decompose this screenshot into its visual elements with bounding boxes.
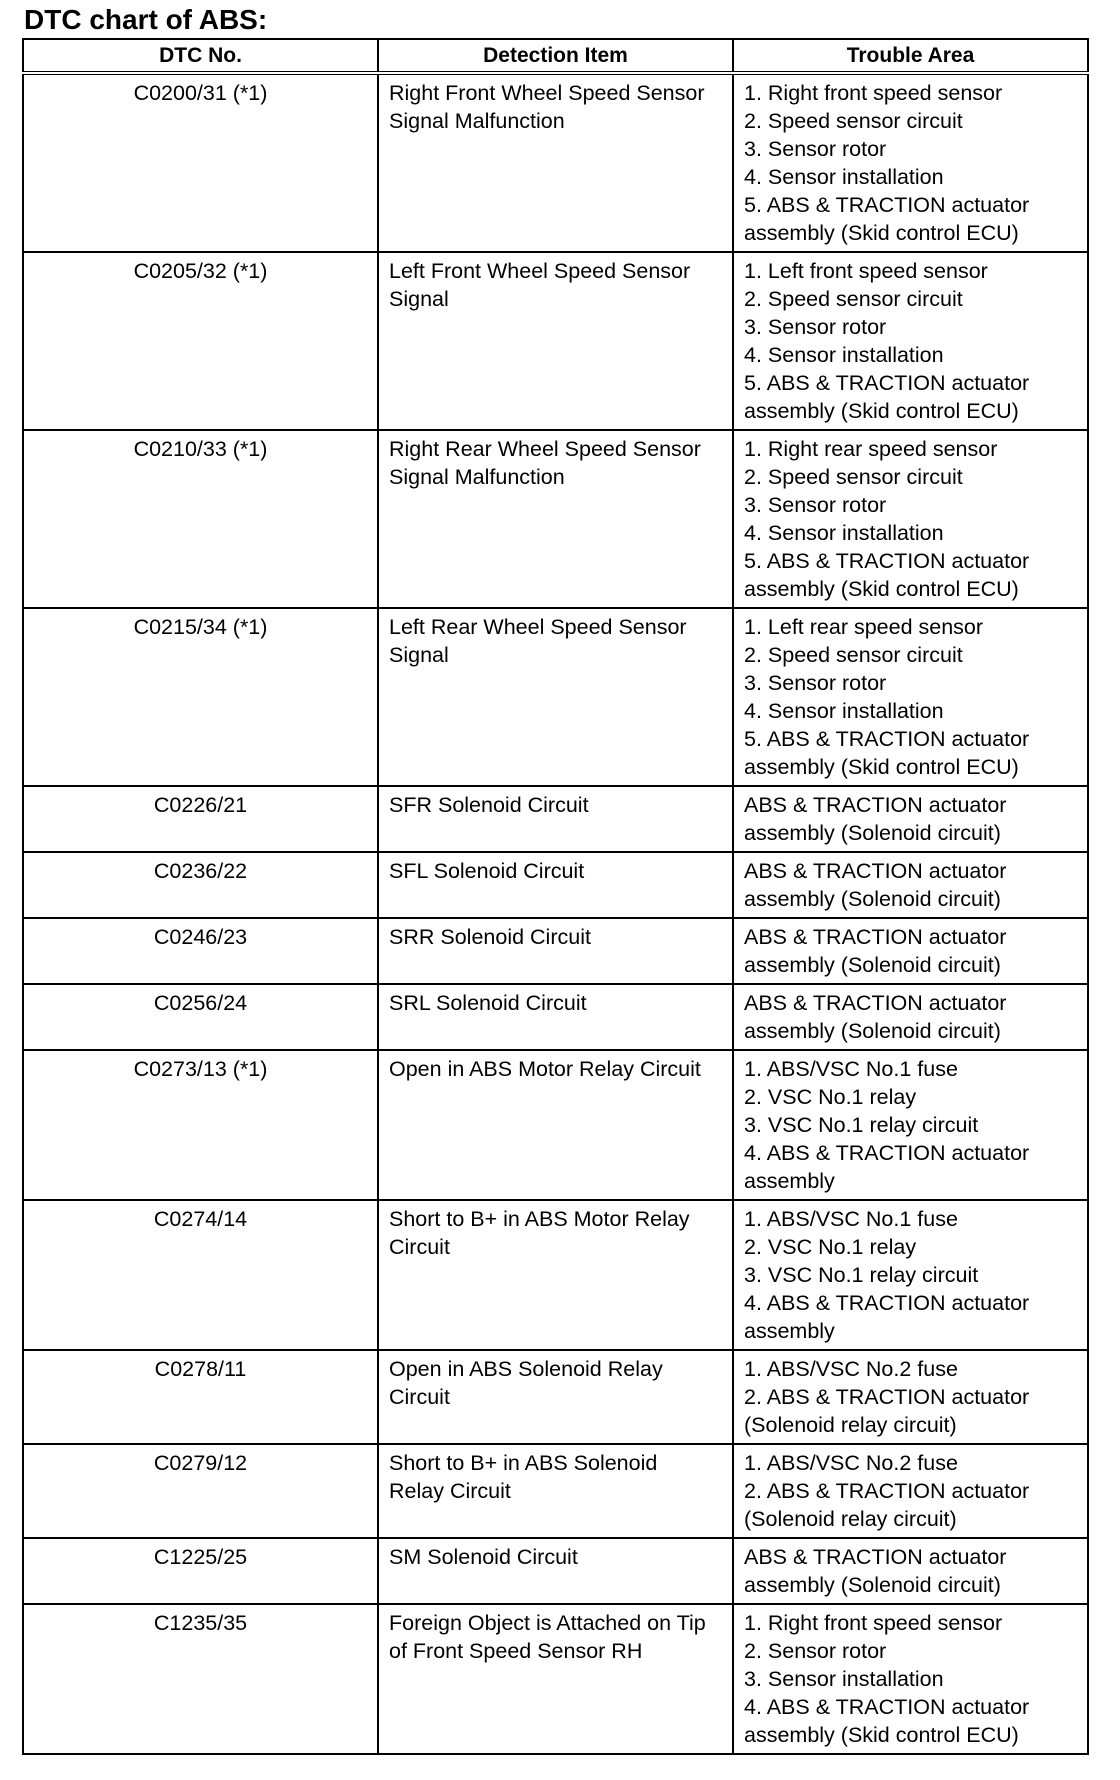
trouble-area-line: 2. Sensor rotor — [744, 1639, 887, 1663]
trouble-area-cell — [733, 1538, 1088, 1604]
trouble-area-cell — [733, 252, 1088, 430]
dtc-number: C0274/14 — [153, 1207, 248, 1231]
trouble-area-cell — [733, 73, 1088, 252]
trouble-area-line: 5. ABS & TRACTION actuator — [744, 549, 1030, 573]
detection-item-line: Left Front Wheel Speed Sensor — [389, 259, 691, 283]
trouble-area-line: assembly (Skid control ECU) — [744, 755, 1019, 779]
trouble-area-cell — [733, 852, 1088, 918]
trouble-area-line: 1. ABS/VSC No.1 fuse — [744, 1207, 958, 1231]
trouble-area-cell — [733, 984, 1088, 1050]
trouble-area-line: 2. VSC No.1 relay — [744, 1085, 917, 1109]
page-title: DTC chart of ABS: — [24, 4, 268, 35]
table-row — [23, 1200, 1088, 1350]
trouble-area-line: assembly (Solenoid circuit) — [744, 821, 1001, 845]
table-row — [23, 852, 1088, 918]
dtc-number: C0200/31 (*1) — [133, 81, 268, 105]
trouble-area-line: 2. ABS & TRACTION actuator — [744, 1385, 1030, 1409]
trouble-area-line: (Solenoid relay circuit) — [744, 1507, 957, 1531]
trouble-area-line: assembly (Skid control ECU) — [744, 577, 1019, 601]
detection-item-cell — [378, 1538, 733, 1604]
trouble-area-line: 4. ABS & TRACTION actuator — [744, 1141, 1030, 1165]
dtc-number-cell — [23, 430, 378, 608]
dtc-number: C1225/25 — [153, 1545, 248, 1569]
trouble-area-line: ABS & TRACTION actuator — [744, 793, 1007, 817]
detection-item-cell — [378, 608, 733, 786]
detection-item-line: SFR Solenoid Circuit — [389, 793, 589, 817]
trouble-area-line: ABS & TRACTION actuator — [744, 1545, 1007, 1569]
table-row — [23, 1604, 1088, 1754]
table-row — [23, 430, 1088, 608]
trouble-area-line: 4. ABS & TRACTION actuator — [744, 1695, 1030, 1719]
table-row — [23, 984, 1088, 1050]
dtc-number: C0210/33 (*1) — [133, 437, 268, 461]
trouble-area-line: 4. Sensor installation — [744, 165, 944, 189]
dtc-number: C0236/22 — [153, 859, 248, 883]
dtc-number-cell — [23, 852, 378, 918]
trouble-area-cell — [733, 1200, 1088, 1350]
detection-item-cell — [378, 1604, 733, 1754]
detection-item-line: Relay Circuit — [389, 1479, 511, 1503]
trouble-area-line: 2. Speed sensor circuit — [744, 287, 963, 311]
trouble-area-line: 1. ABS/VSC No.2 fuse — [744, 1357, 958, 1381]
dtc-number-cell — [23, 918, 378, 984]
trouble-area-cell — [733, 786, 1088, 852]
trouble-area-line: 1. Right rear speed sensor — [744, 437, 998, 461]
trouble-area-line: 1. ABS/VSC No.2 fuse — [744, 1451, 958, 1475]
trouble-area-line: assembly (Solenoid circuit) — [744, 953, 1001, 977]
table-row — [23, 1350, 1088, 1444]
trouble-area-line: 4. Sensor installation — [744, 699, 944, 723]
trouble-area-line: 1. ABS/VSC No.1 fuse — [744, 1057, 958, 1081]
dtc-number-cell — [23, 1350, 378, 1444]
table-header-row — [23, 39, 1088, 73]
dtc-number-cell — [23, 608, 378, 786]
detection-item-line: Signal — [389, 643, 449, 667]
trouble-area-line: ABS & TRACTION actuator — [744, 859, 1007, 883]
trouble-area-cell — [733, 1050, 1088, 1200]
dtc-number: C1235/35 — [153, 1611, 248, 1635]
trouble-area-line: 4. Sensor installation — [744, 343, 944, 367]
header-detection-item: Detection Item — [378, 39, 733, 73]
dtc-number: C0215/34 (*1) — [133, 615, 268, 639]
header-trouble-area: Trouble Area — [733, 39, 1088, 73]
trouble-area-line: assembly (Skid control ECU) — [744, 399, 1019, 423]
trouble-area-line: 2. Speed sensor circuit — [744, 465, 963, 489]
trouble-area-line: 5. ABS & TRACTION actuator — [744, 727, 1030, 751]
dtc-number-cell — [23, 1604, 378, 1754]
detection-item-line: Circuit — [389, 1385, 450, 1409]
detection-item-line: of Front Speed Sensor RH — [389, 1639, 643, 1663]
detection-item-line: Short to B+ in ABS Motor Relay — [389, 1207, 690, 1231]
trouble-area-line: 2. VSC No.1 relay — [744, 1235, 917, 1259]
detection-item-line: Signal Malfunction — [389, 109, 565, 133]
detection-item-line: Open in ABS Solenoid Relay — [389, 1357, 663, 1381]
dtc-number: C0273/13 (*1) — [133, 1057, 268, 1081]
dtc-number-cell — [23, 1050, 378, 1200]
trouble-area-line: 3. Sensor rotor — [744, 315, 887, 339]
dtc-number-cell — [23, 252, 378, 430]
dtc-number: C0205/32 (*1) — [133, 259, 268, 283]
detection-item-cell — [378, 1050, 733, 1200]
trouble-area-line: 1. Left rear speed sensor — [744, 615, 984, 639]
trouble-area-line: 5. ABS & TRACTION actuator — [744, 193, 1030, 217]
detection-item-line: SRL Solenoid Circuit — [389, 991, 587, 1015]
trouble-area-line: ABS & TRACTION actuator — [744, 925, 1007, 949]
trouble-area-line: 2. Speed sensor circuit — [744, 109, 963, 133]
trouble-area-line: 3. Sensor rotor — [744, 493, 887, 517]
table-row — [23, 1050, 1088, 1200]
detection-item-cell — [378, 73, 733, 252]
trouble-area-line: assembly (Solenoid circuit) — [744, 887, 1001, 911]
trouble-area-line: 1. Right front speed sensor — [744, 1611, 1003, 1635]
trouble-area-line: 5. ABS & TRACTION actuator — [744, 371, 1030, 395]
trouble-area-line: assembly (Skid control ECU) — [744, 221, 1019, 245]
trouble-area-line: assembly (Skid control ECU) — [744, 1723, 1019, 1747]
detection-item-cell — [378, 984, 733, 1050]
detection-item-line: Right Rear Wheel Speed Sensor — [389, 437, 701, 461]
detection-item-cell — [378, 1444, 733, 1538]
detection-item-cell — [378, 430, 733, 608]
dtc-number-cell — [23, 1444, 378, 1538]
dtc-number: C0226/21 — [153, 793, 248, 817]
detection-item-line: Right Front Wheel Speed Sensor — [389, 81, 705, 105]
trouble-area-line: 2. Speed sensor circuit — [744, 643, 963, 667]
dtc-number: C0279/12 — [153, 1451, 248, 1475]
trouble-area-cell — [733, 1350, 1088, 1444]
detection-item-line: SM Solenoid Circuit — [389, 1545, 578, 1569]
detection-item-cell — [378, 852, 733, 918]
table-row — [23, 1444, 1088, 1538]
dtc-number: C0278/11 — [154, 1357, 247, 1381]
detection-item-line: Signal — [389, 287, 449, 311]
trouble-area-line: ABS & TRACTION actuator — [744, 991, 1007, 1015]
dtc-number-cell — [23, 984, 378, 1050]
dtc-number: C0256/24 — [153, 991, 248, 1015]
table-body — [23, 73, 1088, 1754]
table-row — [23, 608, 1088, 786]
dtc-table — [22, 38, 1089, 1755]
detection-item-line: Open in ABS Motor Relay Circuit — [389, 1057, 701, 1081]
dtc-number-cell — [23, 73, 378, 252]
trouble-area-line: 4. Sensor installation — [744, 521, 944, 545]
dtc-number-cell — [23, 1538, 378, 1604]
trouble-area-line: 3. Sensor rotor — [744, 671, 887, 695]
table-row — [23, 252, 1088, 430]
header-dtc-no: DTC No. — [23, 39, 378, 73]
trouble-area-cell — [733, 1604, 1088, 1754]
trouble-area-line: 3. Sensor installation — [744, 1667, 944, 1691]
detection-item-cell — [378, 786, 733, 852]
trouble-area-cell — [733, 608, 1088, 786]
detection-item-cell — [378, 1350, 733, 1444]
trouble-area-line: (Solenoid relay circuit) — [744, 1413, 957, 1437]
table-row — [23, 918, 1088, 984]
trouble-area-line: 3. Sensor rotor — [744, 137, 887, 161]
trouble-area-line: 2. ABS & TRACTION actuator — [744, 1479, 1030, 1503]
detection-item-line: SFL Solenoid Circuit — [389, 859, 585, 883]
detection-item-line: Left Rear Wheel Speed Sensor — [389, 615, 687, 639]
dtc-number: C0246/23 — [153, 925, 248, 949]
table-row — [23, 73, 1088, 252]
table-row — [23, 786, 1088, 852]
trouble-area-line: assembly (Solenoid circuit) — [744, 1019, 1001, 1043]
detection-item-line: SRR Solenoid Circuit — [389, 925, 591, 949]
trouble-area-line: 3. VSC No.1 relay circuit — [744, 1113, 979, 1137]
dtc-number-cell — [23, 1200, 378, 1350]
detection-item-line: Circuit — [389, 1235, 450, 1259]
trouble-area-line: assembly — [744, 1319, 835, 1343]
trouble-area-cell — [733, 1444, 1088, 1538]
trouble-area-line: 4. ABS & TRACTION actuator — [744, 1291, 1030, 1315]
trouble-area-cell — [733, 430, 1088, 608]
detection-item-line: Signal Malfunction — [389, 465, 565, 489]
detection-item-cell — [378, 252, 733, 430]
table-row — [23, 1538, 1088, 1604]
detection-item-cell — [378, 918, 733, 984]
trouble-area-line: assembly — [744, 1169, 835, 1193]
detection-item-cell — [378, 1200, 733, 1350]
detection-item-line: Short to B+ in ABS Solenoid — [389, 1451, 658, 1475]
trouble-area-line: 1. Right front speed sensor — [744, 81, 1003, 105]
trouble-area-line: 1. Left front speed sensor — [744, 259, 988, 283]
trouble-area-line: 3. VSC No.1 relay circuit — [744, 1263, 979, 1287]
detection-item-line: Foreign Object is Attached on Tip — [389, 1611, 706, 1635]
trouble-area-cell — [733, 918, 1088, 984]
dtc-number-cell — [23, 786, 378, 852]
trouble-area-line: assembly (Solenoid circuit) — [744, 1573, 1001, 1597]
